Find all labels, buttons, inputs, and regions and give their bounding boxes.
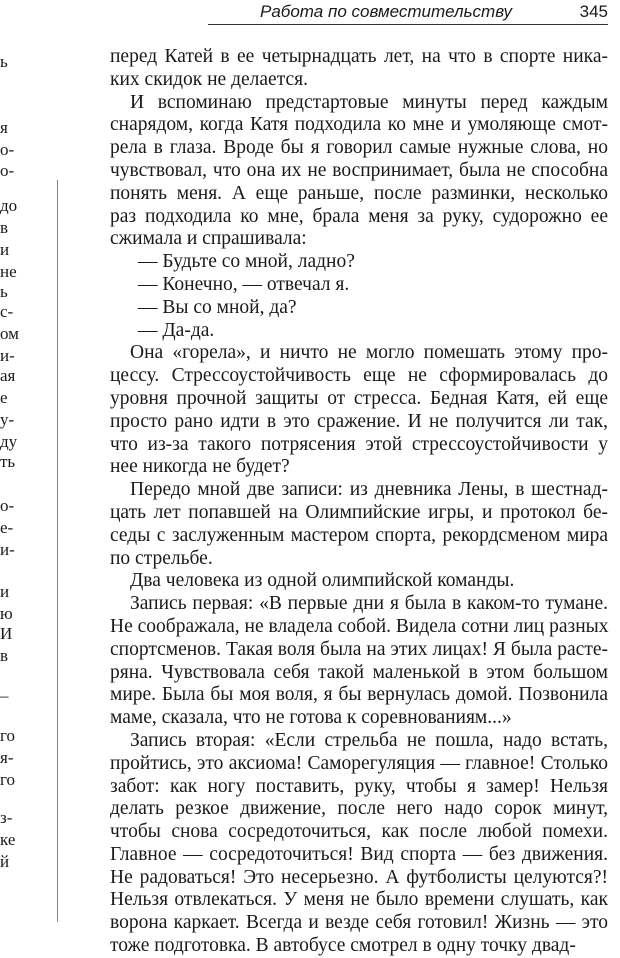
text-line: раз подходила ко мне, брала меня за руку, судорожно ее <box>110 205 608 227</box>
text-line: делать резкое движение, после него надо сорок минут, <box>110 798 608 820</box>
text-line: уровня прочной защиты от стресса. Бедная Катя, ей еще <box>110 387 608 409</box>
facing-page-fragment: ду <box>0 432 18 451</box>
gutter-divider <box>57 180 58 922</box>
text-line: снарядом, когда Катя подходила ко мне и умоляюще смот- <box>110 114 608 136</box>
facing-page-fragment: ь <box>0 282 8 301</box>
facing-page-fragment: с- <box>0 302 14 321</box>
text-line: спортсменов. Такая воля была на этих лицах! Я была расте- <box>110 638 608 660</box>
facing-page-fragment: до <box>0 196 18 215</box>
facing-page-fragment: го <box>0 726 16 745</box>
text-line: мире. Была бы моя воля, я бы вернулась домой. Позвонила <box>110 684 608 706</box>
facing-page-fragment: е <box>0 388 8 407</box>
text-line: по стрельбе. <box>110 547 213 569</box>
text-line: чтобы снова сосредоточиться, как после любой помехи. <box>110 821 608 843</box>
facing-page-fragment: го <box>0 770 16 789</box>
facing-page-fragment: и <box>0 240 10 259</box>
text-line: Нельзя отвлекаться. У меня не было времени слушать, как <box>110 889 608 911</box>
text-line: — Вы со мной, да? <box>138 296 297 318</box>
facing-page-fragment: ке <box>0 830 16 849</box>
facing-page-fragment: в <box>0 646 9 665</box>
text-line: забот: как ногу поставить, руку, чтобы я замер! Нельзя <box>110 775 608 797</box>
text-line: просто рано идти в это сражение. И не получится ли так, <box>110 410 608 432</box>
running-header <box>208 2 608 25</box>
facing-page-fragment: ом <box>0 324 19 343</box>
facing-page-fragment: ю <box>0 604 13 623</box>
running-header-title: Работа по совместительству <box>260 2 513 21</box>
facing-page-fragment: е- <box>0 518 14 537</box>
text-line: перед Катей в ее четырнадцать лет, на что в спорте ника- <box>110 46 608 67</box>
facing-page-fragment: и <box>0 582 10 601</box>
text-line: Не радоваться! Это несерьезно. А футболисты целуются?! <box>110 866 608 888</box>
facing-page-fragment: о- <box>0 161 15 180</box>
text-line: седы с заслуженным мастером спорта, рекордсменом мира <box>110 524 608 546</box>
text-line: цать лет попавшей на Олимпийские игры, и протокол бе- <box>110 501 608 523</box>
text-line: Запись первая: «В первые дни я была в каком-то тумане. <box>130 593 608 615</box>
text-line: Не соображала, не владела собой. Видела сотни лиц разных <box>110 615 609 637</box>
facing-page-fragments <box>0 0 18 922</box>
text-line: Главное — сосредоточиться! Вид спорта — без движения. <box>110 843 608 865</box>
facing-page-fragment: ть <box>0 452 16 471</box>
text-line: маме, сказала, что не готова к соревнованиям...» <box>110 707 512 729</box>
facing-page-fragment: й <box>0 852 10 871</box>
body-text <box>110 46 608 958</box>
facing-page-fragment: И <box>0 624 13 643</box>
text-line: Запись вторая: «Если стрельба не пошла, надо встать, <box>130 729 608 751</box>
facing-page-fragment: о- <box>0 140 15 159</box>
facing-page-fragment: ь <box>0 52 8 71</box>
facing-page-fragment: и- <box>0 346 15 365</box>
text-line: — Конечно, — отвечал я. <box>138 273 350 295</box>
facing-page-fragment: о- <box>0 496 15 515</box>
text-line: ряна. Чувствовала себя такой маленькой в этом большом <box>110 661 608 683</box>
text-line: сжимала и спрашивала: <box>110 228 307 250</box>
facing-page-fragment: ая <box>0 366 16 385</box>
text-line: Она «горела», и ничто не могло помешать этому про- <box>130 342 608 364</box>
facing-page-fragment: я <box>0 118 8 137</box>
facing-page-fragment: у- <box>0 410 15 429</box>
text-line: цессу. Стрессоустойчивость еще не сформировалась до <box>110 365 608 387</box>
facing-page-fragment: и- <box>0 540 15 559</box>
text-line: нее никогда не будет? <box>110 456 290 478</box>
text-line: ворона каркает. Всегда и везде себя готовил! Жизнь — это <box>110 912 608 934</box>
facing-page-fragment: в <box>0 218 9 237</box>
text-line: Два человека из одной олимпийской команды. <box>130 570 515 592</box>
text-line: чувствовал, что она их не воспринимает, была не способна <box>110 159 608 181</box>
text-line: пройтись, это аксиома! Саморегуляция — главное! Столько <box>110 752 608 774</box>
text-line: тоже подготовка. В автобусе смотрел в одну точку двад- <box>110 935 576 957</box>
text-line: что из-за такого потрясения этой стрессоустойчивости у <box>110 433 608 455</box>
text-line: рела в глаза. Вроде бы я говорил самые нужные слова, но <box>110 137 608 159</box>
text-line: ких скидок не делается. <box>110 68 308 90</box>
text-line: — Да-да. <box>138 319 215 341</box>
text-line: И вспоминаю предстартовые минуты перед каждым <box>130 91 608 113</box>
facing-page-fragment: не <box>0 262 17 281</box>
facing-page-fragment: з- <box>0 808 13 827</box>
facing-page-fragment: – <box>0 686 9 705</box>
text-line: понять меня. А еще раньше, после разминки, несколько <box>110 182 608 204</box>
facing-page-fragment: я- <box>0 748 14 767</box>
text-line: Передо мной две записи: из дневника Лены, в шестнад- <box>130 479 608 501</box>
page-number: 345 <box>579 2 608 21</box>
text-line: — Будьте со мной, ладно? <box>138 251 355 273</box>
